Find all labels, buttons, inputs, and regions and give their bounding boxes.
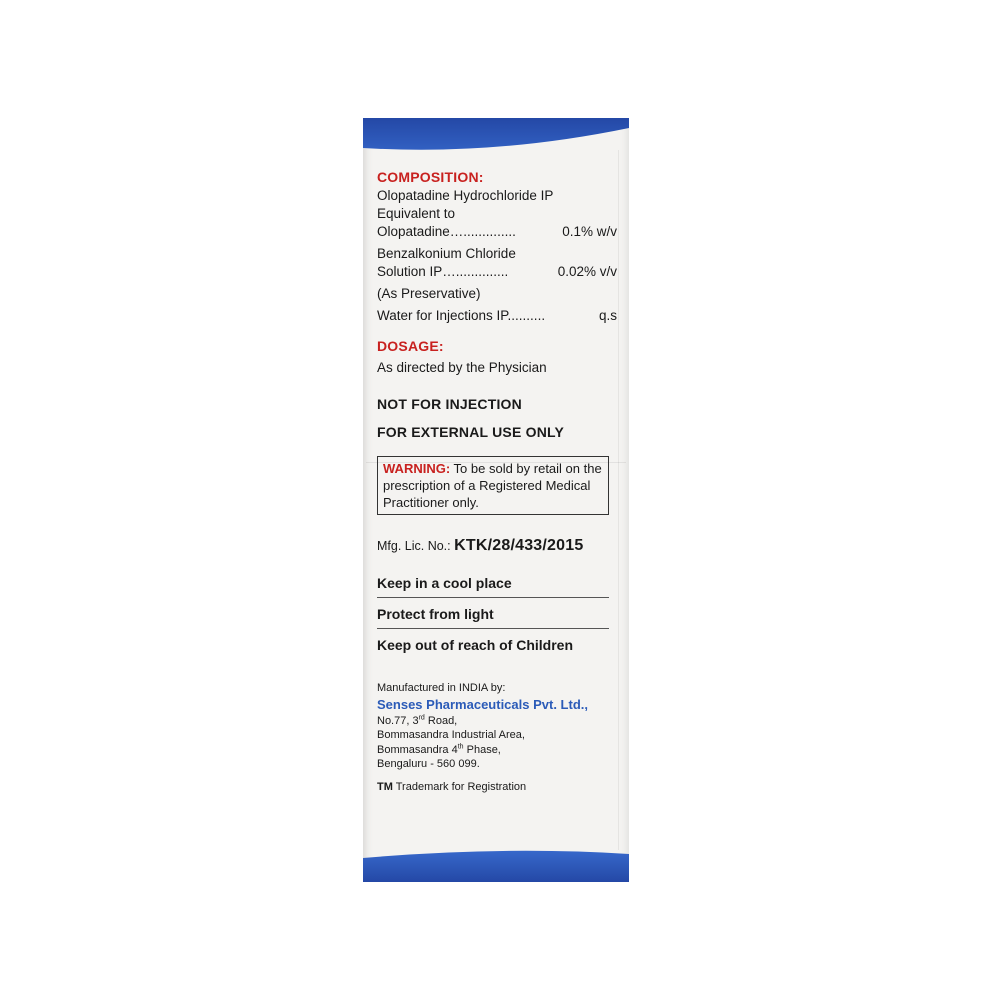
caution-not-for-injection: NOT FOR INJECTION <box>377 396 522 412</box>
ingredient2-note: (As Preservative) <box>377 286 481 301</box>
warning-text: To be sold by retail on the prescription of a Registered Medical Practitioner only. <box>383 461 602 510</box>
ingredient1-amount: 0.1% w/v <box>562 224 617 239</box>
ingredient1-line1: Olopatadine Hydrochloride IP <box>377 188 554 203</box>
ingredient1-line2: Equivalent to <box>377 206 456 221</box>
ingredient2-amount: 0.02% v/v <box>557 264 617 279</box>
ingredient3-amount: q.s <box>598 308 617 323</box>
ingredient3-row <box>377 307 617 325</box>
composition-heading: COMPOSITION: <box>377 169 484 185</box>
trademark-symbol: TM <box>377 780 393 793</box>
address-line2: Bommasandra Industrial Area, <box>377 729 525 741</box>
caution-external-use: FOR EXTERNAL USE ONLY <box>377 424 565 440</box>
dosage-text: As directed by the Physician <box>377 360 547 375</box>
storage-cool-place: Keep in a cool place <box>377 573 609 598</box>
ingredient3-name: Water for Injections IP.......... <box>377 308 546 323</box>
manufacturer-intro: Manufactured in INDIA by: <box>377 682 506 694</box>
mfg-license-number: KTK/28/433/2015 <box>454 537 584 554</box>
address-line1: No.77, 3rd Road, <box>377 713 458 727</box>
mfg-license <box>377 537 617 555</box>
ingredient2-row <box>377 263 617 281</box>
ingredient1-row <box>377 223 617 241</box>
trademark-text: Trademark for Registration <box>392 780 527 793</box>
fold-crease-vertical <box>618 150 619 850</box>
ingredient1-name: Olopatadine….............. <box>377 224 516 239</box>
mfg-license-label: Mfg. Lic. No.: <box>377 539 451 553</box>
address-line3: Bommasandra 4th Phase, <box>377 742 501 756</box>
warning-label: WARNING: <box>383 461 451 476</box>
dosage-heading: DOSAGE: <box>377 338 444 354</box>
ingredient2-line1: Benzalkonium Chloride <box>377 246 516 261</box>
storage-children: Keep out of reach of Children <box>377 637 574 653</box>
ingredient2-name: Solution IP….............. <box>377 264 509 279</box>
label-content <box>377 168 617 794</box>
manufacturer-name: Senses Pharmaceuticals Pvt. Ltd., <box>377 696 588 712</box>
trademark-note <box>377 780 617 794</box>
address-line4: Bengaluru - 560 099. <box>377 758 480 770</box>
storage-protect-light: Protect from light <box>377 604 609 629</box>
warning-box <box>377 456 609 515</box>
